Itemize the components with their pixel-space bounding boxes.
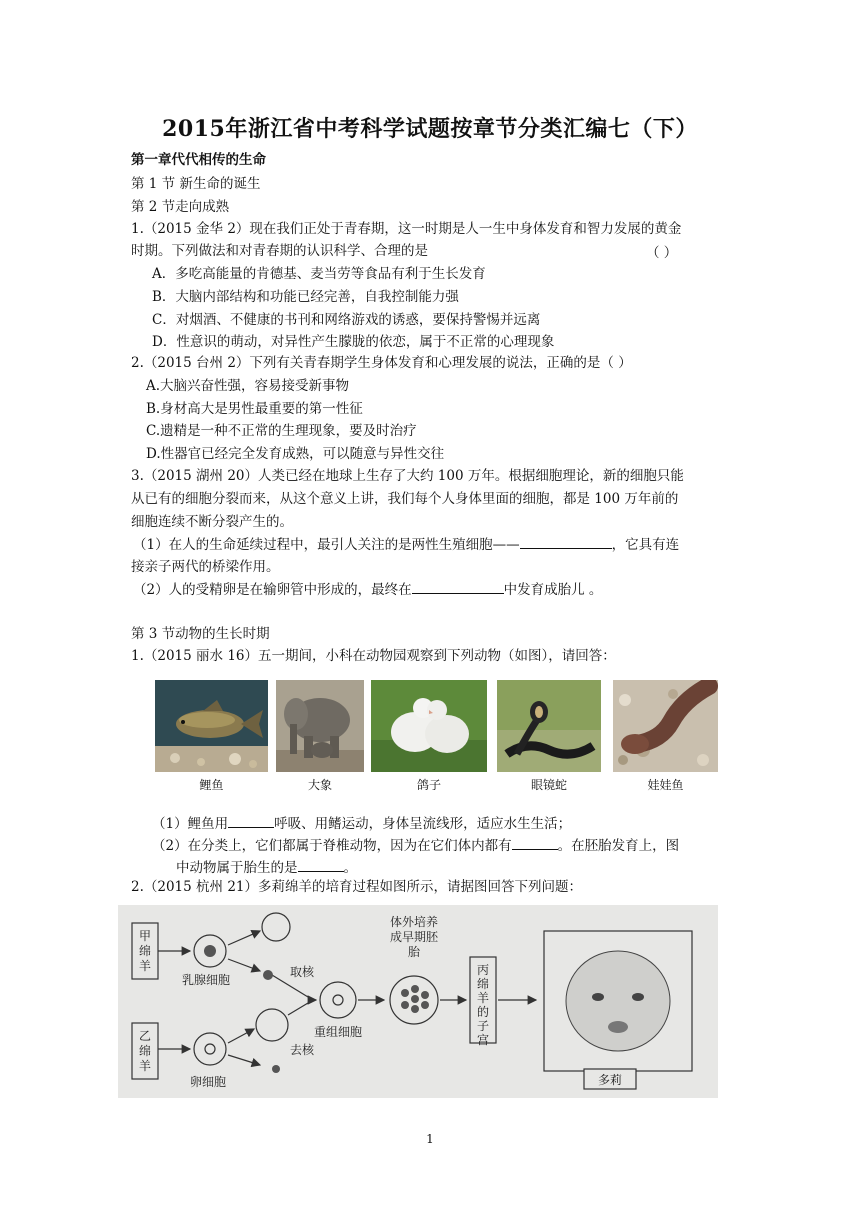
q3-stem-line1: 3.（2015 湖州 20）人类已经在地球上生存了大约 100 万年。根据细胞理论，新的细胞只能 bbox=[131, 468, 684, 484]
s3q2-stem: 2.（2015 杭州 21）多莉绵羊的培育过程如图所示，请据图回答下列问题： bbox=[131, 879, 582, 895]
cobra-photo bbox=[497, 680, 601, 772]
q3-part2-text-a: （2）人的受精卵是在输卵管中形成的，最终在 bbox=[133, 582, 412, 598]
q1-option-d: D．性意识的萌动，对异性产生朦胧的依恋，属于不正常的心理现象 bbox=[152, 334, 555, 350]
caption-carp: 鲤鱼 bbox=[199, 778, 224, 792]
s3q1-part1-text-a: （1）鲤鱼用 bbox=[152, 816, 229, 832]
elephant-photo bbox=[276, 680, 364, 772]
q2-option-d: D.性器官已经完全发育成熟，可以随意与异性交往 bbox=[146, 446, 445, 462]
page-number: 1 bbox=[426, 1132, 434, 1146]
s3q1-blank-2[interactable] bbox=[512, 835, 558, 850]
s3q1-stem: 1.（2015 丽水 16）五一期间，小科在动物园观察到下列动物（如图），请回答： bbox=[131, 648, 616, 664]
label-remove-nucleus: 去核 bbox=[290, 1043, 315, 1057]
q3-part1-text-b: ，它具有连 bbox=[611, 537, 680, 553]
s3q1-blank-3[interactable] bbox=[298, 857, 344, 872]
label-sheep-a: 甲绵羊 bbox=[138, 929, 151, 973]
q3-part1-text-a: （1）在人的生命延续过程中，最引人关注的是两性生殖细胞—— bbox=[133, 537, 520, 553]
q3-part1-line1 bbox=[133, 534, 679, 555]
s3q1-part2-line2 bbox=[176, 857, 357, 878]
caption-pigeon: 鸽子 bbox=[416, 778, 441, 792]
q2-stem: 2.（2015 台州 2）下列有关青春期学生身体发育和心理发展的说法，正确的是（ ） bbox=[131, 355, 632, 371]
q2-option-a: A.大脑兴奋性强，容易接受新事物 bbox=[146, 378, 350, 394]
caption-salamander: 娃娃鱼 bbox=[647, 778, 684, 792]
dolly-cloning-diagram bbox=[118, 905, 718, 1098]
q3-stem-line3: 细胞连续不断分裂产生的。 bbox=[131, 514, 293, 530]
q3-part1-line2: 接亲子两代的桥梁作用。 bbox=[131, 559, 280, 575]
s3q1-part1-text-b: 呼吸、用鳍运动，身体呈流线形，适应水生生活； bbox=[274, 816, 572, 832]
label-sheep-b: 乙绵羊 bbox=[138, 1029, 151, 1073]
caption-elephant: 大象 bbox=[307, 778, 332, 792]
q2-option-c: C.遗精是一种不正常的生理现象，要及时治疗 bbox=[146, 423, 417, 439]
chapter-heading: 第一章代代相传的生命 bbox=[131, 152, 266, 168]
q3-part2-line bbox=[133, 579, 602, 600]
label-culture-embryo: 体外培养成早期胚胎 bbox=[389, 915, 438, 959]
s3q1-part2-text-d: 。 bbox=[343, 860, 357, 876]
salamander-photo bbox=[613, 680, 718, 772]
label-mammary-cell: 乳腺细胞 bbox=[182, 973, 231, 987]
q1-option-a: A．多吃高能量的肯德基、麦当劳等食品有利于生长发育 bbox=[152, 266, 486, 282]
q3-part2-text-b: 中发育成胎儿 。 bbox=[503, 582, 603, 598]
s3q1-blank-1[interactable] bbox=[228, 813, 274, 828]
pigeon-photo bbox=[371, 680, 487, 772]
s3q1-part2-line1 bbox=[152, 835, 679, 856]
q1-option-c: C．对烟酒、不健康的书刊和网络游戏的诱惑，要保持警惕并远离 bbox=[152, 312, 541, 328]
section-heading-1: 第 1 节 新生命的诞生 bbox=[131, 176, 261, 192]
q2-option-b: B.身材高大是男性最重要的第一性征 bbox=[146, 401, 363, 417]
q1-stem-line2: 时期。下列做法和对青春期的认识科学、合理的是 bbox=[131, 243, 428, 259]
q3-blank-1[interactable] bbox=[520, 534, 612, 549]
q3-stem-line2: 从已有的细胞分裂而来，从这个意义上讲，我们每个人身体里面的细胞，都是 100 万年前的 bbox=[131, 491, 679, 507]
s3q1-part1 bbox=[152, 813, 571, 834]
section-heading-3: 第 3 节动物的生长时期 bbox=[131, 626, 270, 642]
s3q1-part2-text-b: 。在胚胎发育上，图 bbox=[557, 838, 680, 854]
section-heading-2: 第 2 节走向成熟 bbox=[131, 199, 230, 215]
label-egg-cell: 卵细胞 bbox=[190, 1075, 227, 1089]
q3-blank-2[interactable] bbox=[412, 579, 504, 594]
caption-cobra: 眼镜蛇 bbox=[530, 778, 567, 792]
q1-option-b: B．大脑内部结构和功能已经完善，自我控制能力强 bbox=[152, 289, 459, 305]
q1-answer-paren: （ ） bbox=[646, 245, 678, 261]
s3q1-part2-text-c: 中动物属于胎生的是 bbox=[176, 860, 298, 876]
label-take-nucleus: 取核 bbox=[290, 965, 315, 979]
label-recombined-cell: 重组细胞 bbox=[314, 1025, 363, 1039]
document-title: 2015年浙江省中考科学试题按章节分类汇编七（下） bbox=[162, 116, 698, 142]
q1-stem-line1: 1.（2015 金华 2）现在我们正处于青春期，这一时期是人一生中身体发育和智力发展的黄金 bbox=[131, 221, 682, 237]
carp-photo bbox=[155, 680, 268, 772]
s3q1-part2-text-a: （2）在分类上，它们都属于脊椎动物，因为在它们体内都有 bbox=[152, 838, 512, 854]
label-dolly: 多莉 bbox=[597, 1073, 622, 1087]
label-uterus: 丙绵羊的子宫 bbox=[476, 963, 489, 1047]
